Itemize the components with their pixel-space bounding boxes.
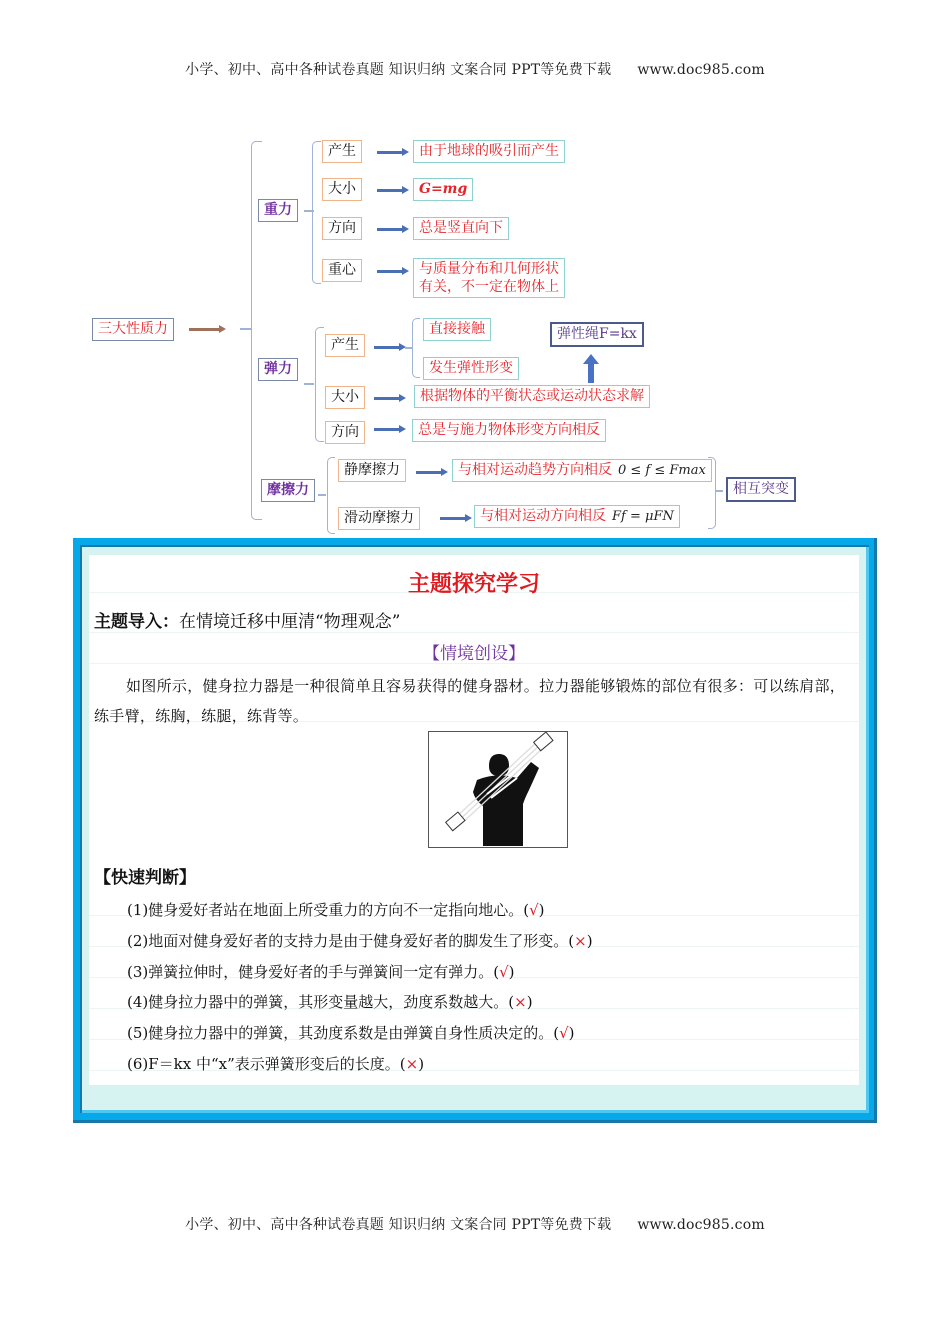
elastic-key-magnitude: 大小 [325, 386, 365, 409]
arrow-icon [440, 517, 466, 520]
friction-right-brace [708, 457, 716, 529]
judgment-text: (5)健身拉力器中的弹簧，其劲度系数是由弹簧自身性质决定的。( [127, 1024, 560, 1043]
kinetic-text: 与相对运动方向相反 [480, 508, 606, 524]
judgment-item [127, 957, 593, 988]
brace-tick [715, 490, 723, 492]
elastic-value-deform: 发生弹性形变 [423, 357, 519, 380]
elastic-note [550, 322, 644, 347]
friction-value-kinetic [474, 505, 680, 528]
arrow-icon [374, 397, 400, 400]
panel-frame [80, 545, 869, 1113]
gravity-value-origin: 由于地球的吸引而产生 [413, 140, 565, 163]
gravity-key-origin: 产生 [322, 140, 362, 163]
elastic-value-contact: 直接接触 [423, 318, 491, 341]
fitness-figure-icon [429, 732, 566, 846]
brace-tick [304, 383, 314, 385]
elastic-key-direction: 方向 [325, 421, 365, 444]
arrow-icon [416, 471, 442, 474]
check-mark-icon: √ [529, 901, 539, 919]
elastic-brace [315, 327, 324, 442]
footer-url: www.doc985.com [637, 1217, 765, 1233]
page-footer [0, 1214, 950, 1234]
quick-judgment-heading: 【快速判断】 [94, 868, 196, 888]
header-text: 小学、初中、高中各种试卷真题 知识归纳 文案合同 PPT等免费下载 [185, 62, 612, 78]
scene-paragraph: 如图所示，健身拉力器是一种很简单且容易获得的健身器材。拉力器能够锻炼的部位有很多：可以练肩部，练手臂，练胸，练腿，练背等。 [94, 677, 846, 725]
divider [89, 632, 859, 633]
panel-content [89, 555, 859, 1085]
arrow-icon [377, 228, 403, 231]
root-arrow-icon [189, 328, 220, 331]
paren: ) [418, 1054, 425, 1073]
paren: ) [586, 931, 593, 950]
gravity-value-direction: 总是竖直向下 [413, 217, 509, 240]
topic-title: 主题探究学习 [407, 572, 540, 597]
arrow-icon [374, 346, 400, 349]
judgment-text: (3)弹簧拉伸时，健身爱好者的手与弹簧间一定有弹力。( [127, 962, 500, 981]
judgment-item [127, 1018, 593, 1049]
fitness-expander-image [428, 731, 568, 848]
judgment-item [127, 987, 593, 1018]
friction-value-static [452, 459, 712, 482]
root-node: 三大性质力 [92, 318, 174, 341]
main-brace [251, 141, 262, 520]
paren: ) [508, 962, 515, 981]
topic-panel [73, 538, 877, 1123]
category-friction: 摩擦力 [261, 479, 315, 502]
arrow-icon [377, 189, 403, 192]
category-elastic: 弹力 [258, 358, 298, 381]
friction-note: 相互突变 [726, 477, 796, 502]
elastic-value-direction: 总是与施力物体形变方向相反 [412, 419, 606, 442]
judgment-text: (6)F＝kx 中“x”表示弹簧形变后的长度。( [127, 1054, 406, 1073]
elastic-key-origin: 产生 [325, 334, 365, 357]
judgment-text: (4)健身拉力器中的弹簧，其形变量越大，劲度系数越大。( [127, 993, 515, 1012]
arrow-icon [377, 151, 403, 154]
center-line-2: 有关，不一定在物体上 [419, 279, 559, 295]
elastic-note-text: 弹性绳F=kx [557, 326, 637, 342]
friction-brace [327, 457, 335, 534]
gravity-key-direction: 方向 [322, 217, 362, 240]
arrow-icon [374, 428, 400, 431]
mind-map [0, 0, 950, 540]
paren: ) [526, 993, 533, 1012]
kinetic-formula: Ff = μFN [612, 509, 674, 524]
judgment-item [127, 895, 593, 926]
topic-intro [94, 607, 400, 632]
intro-label: 主题导入： [94, 612, 179, 632]
gravity-brace [312, 141, 321, 284]
cross-mark-icon: × [574, 931, 587, 950]
friction-key-kinetic: 滑动摩擦力 [338, 507, 420, 530]
header-url: www.doc985.com [637, 62, 765, 78]
arrow-icon [377, 270, 403, 273]
gravity-key-center: 重心 [322, 259, 362, 282]
elastic-value-magnitude: 根据物体的平衡状态或运动状态求解 [414, 385, 650, 408]
judgment-text: (1)健身爱好者站在地面上所受重力的方向不一定指向地心。( [127, 901, 530, 919]
cross-mark-icon: × [405, 1054, 419, 1073]
gravity-key-magnitude: 大小 [322, 178, 362, 201]
gravity-value-magnitude [413, 178, 473, 201]
judgment-item [127, 1049, 593, 1080]
paren: ) [568, 1024, 575, 1043]
intro-text: 在情境迁移中厘清“物理观念” [179, 612, 401, 632]
brace-tick [318, 494, 326, 496]
up-arrow-icon [588, 363, 594, 383]
check-mark-icon: √ [499, 962, 509, 981]
check-mark-icon: √ [559, 1024, 569, 1043]
scene-heading: 【情境创设】 [423, 644, 525, 664]
category-gravity: 重力 [258, 199, 298, 222]
judgment-text: (2)地面对健身爱好者的支持力是由于健身爱好者的脚发生了形变。( [127, 931, 575, 950]
elastic-origin-brace [412, 318, 420, 378]
formula-g-mg: G=mg [419, 181, 468, 197]
judgment-list [127, 895, 593, 1080]
static-formula: 0 ≤ f ≤ Fmax [618, 463, 706, 478]
center-line-1: 与质量分布和几何形状 [419, 261, 559, 277]
judgment-item [127, 926, 593, 957]
static-text: 与相对运动趋势方向相反 [458, 462, 612, 478]
gravity-value-center [413, 258, 565, 298]
cross-mark-icon: × [514, 993, 527, 1012]
footer-text: 小学、初中、高中各种试卷真题 知识归纳 文案合同 PPT等免费下载 [185, 1217, 612, 1233]
paren: ) [538, 901, 545, 919]
friction-key-static: 静摩擦力 [338, 459, 406, 482]
